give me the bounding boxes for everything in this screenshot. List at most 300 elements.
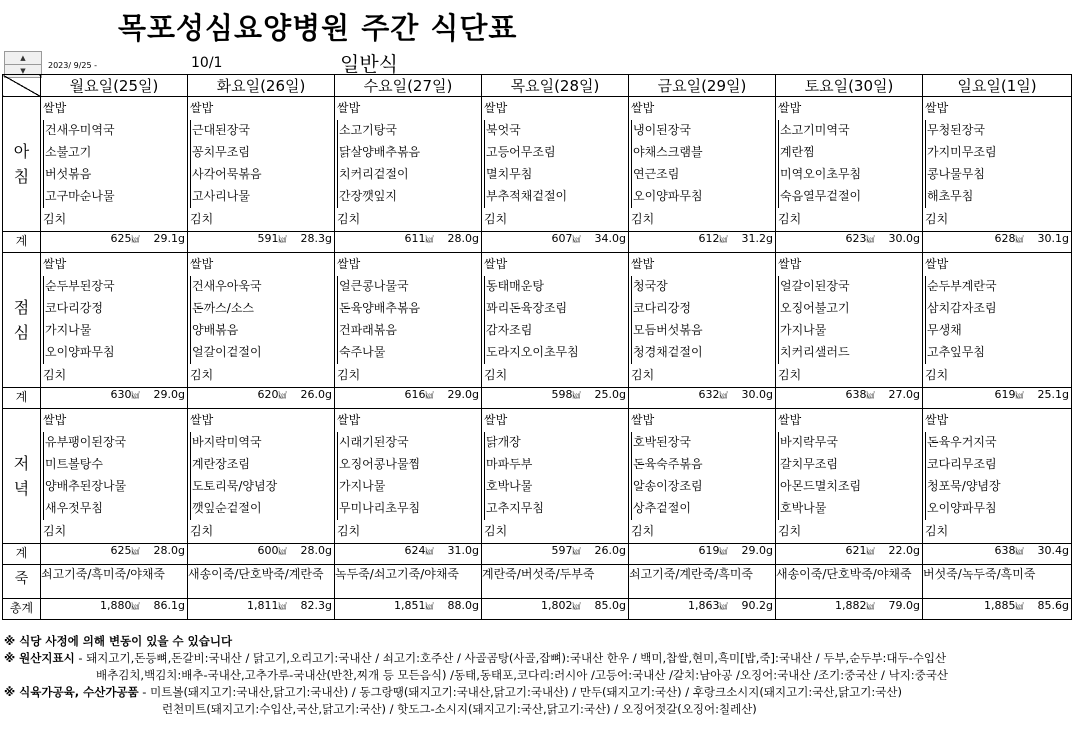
menu-item: 미트볼탕수 xyxy=(43,454,187,476)
menu-item: 시래기된장국 xyxy=(337,432,481,454)
menu-item: 쌀밥 xyxy=(631,257,655,271)
grand-kcal xyxy=(541,599,581,612)
grand-protein: 82.3g xyxy=(300,599,332,612)
kcal-value xyxy=(258,388,287,401)
lunch-label xyxy=(3,253,41,388)
menu-item: 쌀밥 xyxy=(778,257,802,271)
total-values xyxy=(41,544,187,557)
kcal-number: 621 xyxy=(845,544,867,557)
menu-item: 고추지무침 xyxy=(484,498,628,520)
grand-total-values xyxy=(629,599,775,612)
kcal-number: 600 xyxy=(257,544,279,557)
kcal-number: 591 xyxy=(257,232,279,245)
grand-total-values xyxy=(335,599,481,612)
porridge-cell: 새송이죽/단호박죽/계란죽 xyxy=(188,565,335,599)
date-end: 10/1 xyxy=(191,55,223,71)
grand-total-row xyxy=(3,599,1072,620)
breakfast-cell xyxy=(188,97,335,232)
breakfast-cell xyxy=(482,97,629,232)
total-cell xyxy=(776,232,923,253)
total-cell xyxy=(188,544,335,565)
dinner-label xyxy=(3,409,41,544)
menu-item: 상추겉절이 xyxy=(631,498,775,520)
total-cell xyxy=(629,232,776,253)
total-cell xyxy=(188,388,335,409)
total-values xyxy=(188,232,334,245)
menu-item: 오이양파무침 xyxy=(43,342,187,364)
dinner-cell xyxy=(629,409,776,544)
lunch-label-char: 심 xyxy=(13,323,30,342)
day-header: 화요일(26일) xyxy=(188,75,335,97)
kcal-number: 630 xyxy=(110,388,132,401)
menu-item: 치커리겉절이 xyxy=(337,164,481,186)
grand-kcal xyxy=(688,599,728,612)
menu-item: 쌀밥 xyxy=(43,257,67,271)
grand-protein: 85.0g xyxy=(594,599,626,612)
dinner-label-char: 녁 xyxy=(13,479,30,498)
lunch-cell xyxy=(335,253,482,388)
kcal-number: 632 xyxy=(698,388,720,401)
kcal-unit: ㎉ xyxy=(1015,235,1024,244)
menu-item: 쌀밥 xyxy=(925,257,949,271)
menu-item: 모듬버섯볶음 xyxy=(631,320,775,342)
kcal-number: 625 xyxy=(110,232,132,245)
total-cell xyxy=(482,544,629,565)
menu-item: 콩나물무침 xyxy=(925,164,1071,186)
weekly-menu-table xyxy=(2,74,1072,620)
kcal-number: 625 xyxy=(110,544,132,557)
porridge-cell: 쇠고기죽/계란죽/흑미죽 xyxy=(629,565,776,599)
menu-item: 무청된장국 xyxy=(925,120,1071,142)
kcal-unit: ㎉ xyxy=(425,602,434,611)
menu-item: 고사리나물 xyxy=(190,186,334,208)
kcal-number: 638 xyxy=(994,544,1016,557)
protein-value: 26.0g xyxy=(300,388,332,401)
menu-item: 순두부된장국 xyxy=(43,276,187,298)
sum-label: 계 xyxy=(3,388,41,409)
breakfast-total-row xyxy=(3,232,1072,253)
protein-value: 29.1g xyxy=(153,232,185,245)
diet-type: 일반식 xyxy=(340,52,398,76)
porridge-cell: 버섯죽/녹두죽/흑미죽 xyxy=(923,565,1072,599)
menu-item: 쌀밥 xyxy=(925,413,949,427)
porridge-cell: 쇠고기죽/흑미죽/야채죽 xyxy=(41,565,188,599)
menu-item: 고구마순나물 xyxy=(43,186,187,208)
grand-total-cell xyxy=(335,599,482,620)
menu-item: 얼갈이된장국 xyxy=(778,276,922,298)
grand-kcal-number: 1,851 xyxy=(394,599,426,612)
menu-item: 순두부계란국 xyxy=(925,276,1071,298)
total-cell xyxy=(776,544,923,565)
kcal-unit: ㎉ xyxy=(572,547,581,556)
total-values xyxy=(629,544,775,557)
kcal-value xyxy=(552,232,581,245)
kcal-number: 598 xyxy=(551,388,573,401)
total-cell xyxy=(482,388,629,409)
menu-item: 쌀밥 xyxy=(484,413,508,427)
porridge-cell: 녹두죽/쇠고기죽/야채죽 xyxy=(335,565,482,599)
total-cell xyxy=(41,232,188,253)
total-values xyxy=(482,388,628,401)
grand-total-values xyxy=(776,599,922,612)
grand-protein: 88.0g xyxy=(447,599,479,612)
menu-item: 근대된장국 xyxy=(190,120,334,142)
kcal-unit: ㎉ xyxy=(1015,547,1024,556)
kcal-number: 611 xyxy=(404,232,426,245)
total-values xyxy=(776,388,922,401)
lunch-cell xyxy=(482,253,629,388)
menu-item: 김치 xyxy=(337,368,361,382)
kcal-unit: ㎉ xyxy=(425,391,434,400)
kcal-number: 619 xyxy=(698,544,720,557)
breakfast-cell xyxy=(41,97,188,232)
dinner-total-row xyxy=(3,544,1072,565)
menu-item: 얼갈이겉절이 xyxy=(190,342,334,364)
kcal-number: 620 xyxy=(257,388,279,401)
menu-item: 쌀밥 xyxy=(778,413,802,427)
date-start: 2023/ 9/25 - xyxy=(48,61,97,70)
grand-kcal-number: 1,811 xyxy=(247,599,279,612)
note-origin-cont: 배추김치,백김치:배추-국내산,고추가루-국내산(반찬,찌개 등 모든음식) /동태,동태포,코다리:러시아 /고등어:국내산 /갈치:남아공 /오징어:국내산 /조기:중국산 / 낙지:중국산 xyxy=(96,668,949,682)
menu-item: 김치 xyxy=(925,524,949,538)
grand-total-values xyxy=(923,599,1071,612)
porridge-row xyxy=(3,565,1072,599)
kcal-unit: ㎉ xyxy=(719,391,728,400)
protein-value: 29.0g xyxy=(153,388,185,401)
porridge-cell: 새송이죽/단호박죽/야채죽 xyxy=(776,565,923,599)
header-corner xyxy=(3,75,41,97)
total-values xyxy=(776,544,922,557)
kcal-value xyxy=(258,232,287,245)
note-origin-head: ※ 원산지표시 xyxy=(4,651,75,665)
sum-label: 계 xyxy=(3,544,41,565)
dinner-cell xyxy=(482,409,629,544)
total-cell xyxy=(335,232,482,253)
menu-item: 소고기탕국 xyxy=(337,120,481,142)
day-header: 목요일(28일) xyxy=(482,75,629,97)
total-values xyxy=(776,232,922,245)
kcal-unit: ㎉ xyxy=(866,602,875,611)
total-cell xyxy=(923,232,1072,253)
menu-item: 김치 xyxy=(190,368,214,382)
kcal-value xyxy=(111,232,140,245)
kcal-number: 616 xyxy=(404,388,426,401)
grand-total-cell xyxy=(776,599,923,620)
protein-value: 30.0g xyxy=(741,388,773,401)
menu-item: 야채스크램블 xyxy=(631,142,775,164)
menu-item: 김치 xyxy=(337,212,361,226)
protein-value: 25.1g xyxy=(1037,388,1069,401)
menu-item: 해초무침 xyxy=(925,186,1071,208)
kcal-value xyxy=(111,544,140,557)
menu-item: 김치 xyxy=(190,524,214,538)
kcal-unit: ㎉ xyxy=(866,235,875,244)
kcal-unit: ㎉ xyxy=(866,391,875,400)
menu-item: 김치 xyxy=(631,524,655,538)
grand-protein: 90.2g xyxy=(741,599,773,612)
menu-item: 부추적채겉절이 xyxy=(484,186,628,208)
kcal-value xyxy=(699,232,728,245)
menu-item: 돈까스/소스 xyxy=(190,298,334,320)
menu-item: 연근조림 xyxy=(631,164,775,186)
total-cell xyxy=(41,544,188,565)
kcal-value xyxy=(846,388,875,401)
total-cell xyxy=(335,388,482,409)
menu-item: 오징어불고기 xyxy=(778,298,922,320)
total-values xyxy=(923,232,1071,245)
menu-item: 유부팽이된장국 xyxy=(43,432,187,454)
grand-protein: 85.6g xyxy=(1037,599,1069,612)
total-values xyxy=(41,232,187,245)
breakfast-cell xyxy=(776,97,923,232)
menu-item: 숙주나물 xyxy=(337,342,481,364)
kcal-value xyxy=(699,388,728,401)
menu-item: 양배볶음 xyxy=(190,320,334,342)
breakfast-cell xyxy=(335,97,482,232)
kcal-value xyxy=(699,544,728,557)
menu-item: 사각어묵볶음 xyxy=(190,164,334,186)
kcal-unit: ㎉ xyxy=(572,235,581,244)
dinner-cell xyxy=(776,409,923,544)
menu-item: 깻잎순겉절이 xyxy=(190,498,334,520)
menu-item: 새우젓무침 xyxy=(43,498,187,520)
kcal-unit: ㎉ xyxy=(278,602,287,611)
menu-item: 코다리강정 xyxy=(43,298,187,320)
menu-item: 계란찜 xyxy=(778,142,922,164)
total-values xyxy=(335,544,481,557)
note-processed-head: ※ 식육가공육, 수산가공품 xyxy=(4,685,139,699)
grand-total-cell xyxy=(629,599,776,620)
spinner-up-icon[interactable]: ▲ xyxy=(20,54,26,62)
kcal-unit: ㎉ xyxy=(719,547,728,556)
menu-item: 양배추된장나물 xyxy=(43,476,187,498)
total-cell xyxy=(776,388,923,409)
grand-kcal xyxy=(247,599,287,612)
dinner-cell xyxy=(41,409,188,544)
menu-item: 갈치무조림 xyxy=(778,454,922,476)
kcal-number: 628 xyxy=(994,232,1016,245)
menu-item: 김치 xyxy=(43,524,67,538)
kcal-number: 624 xyxy=(404,544,426,557)
total-cell xyxy=(482,232,629,253)
menu-item: 미역오이초무침 xyxy=(778,164,922,186)
kcal-value xyxy=(405,544,434,557)
menu-item: 계란장조림 xyxy=(190,454,334,476)
menu-item: 건파래볶음 xyxy=(337,320,481,342)
porridge-label: 죽 xyxy=(3,565,41,599)
menu-item: 동태매운탕 xyxy=(484,276,628,298)
grand-kcal-number: 1,863 xyxy=(688,599,720,612)
grand-kcal xyxy=(984,599,1024,612)
breakfast-row xyxy=(3,97,1072,232)
menu-item: 치커리샐러드 xyxy=(778,342,922,364)
kcal-unit: ㎉ xyxy=(719,602,728,611)
menu-item: 고추잎무침 xyxy=(925,342,1071,364)
menu-item: 건새우아욱국 xyxy=(190,276,334,298)
menu-item: 김치 xyxy=(484,212,508,226)
menu-item: 김치 xyxy=(43,368,67,382)
kcal-unit: ㎉ xyxy=(131,235,140,244)
menu-item: 김치 xyxy=(190,212,214,226)
total-cell xyxy=(335,544,482,565)
grand-total-cell xyxy=(923,599,1072,620)
total-values xyxy=(629,388,775,401)
kcal-value xyxy=(111,388,140,401)
menu-item: 고등어무조림 xyxy=(484,142,628,164)
menu-item: 코다리무조림 xyxy=(925,454,1071,476)
menu-item: 쌀밥 xyxy=(190,101,214,115)
menu-item: 삼치감자조림 xyxy=(925,298,1071,320)
grand-kcal xyxy=(100,599,140,612)
dinner-label-char: 저 xyxy=(13,454,30,473)
menu-item: 무생채 xyxy=(925,320,1071,342)
menu-item: 김치 xyxy=(925,368,949,382)
menu-item: 돈육숙주볶음 xyxy=(631,454,775,476)
grand-total-label: 총계 xyxy=(3,599,41,620)
breakfast-cell xyxy=(629,97,776,232)
menu-item: 멸치무침 xyxy=(484,164,628,186)
total-values xyxy=(188,544,334,557)
menu-item: 돈육우거지국 xyxy=(925,432,1071,454)
grand-protein: 79.0g xyxy=(888,599,920,612)
total-cell xyxy=(188,232,335,253)
total-values xyxy=(629,232,775,245)
menu-item: 김치 xyxy=(778,368,802,382)
kcal-unit: ㎉ xyxy=(131,391,140,400)
kcal-unit: ㎉ xyxy=(719,235,728,244)
protein-value: 27.0g xyxy=(888,388,920,401)
total-values xyxy=(482,232,628,245)
menu-item: 쌀밥 xyxy=(190,257,214,271)
menu-item: 도토리묵/양념장 xyxy=(190,476,334,498)
protein-value: 28.0g xyxy=(447,232,479,245)
day-header: 일요일(1일) xyxy=(923,75,1072,97)
breakfast-cell xyxy=(923,97,1072,232)
menu-item: 아몬드멸치조림 xyxy=(778,476,922,498)
notes xyxy=(4,633,948,718)
grand-total-cell xyxy=(188,599,335,620)
menu-item: 가지나물 xyxy=(337,476,481,498)
kcal-number: 612 xyxy=(698,232,720,245)
menu-item: 닭개장 xyxy=(484,432,628,454)
kcal-number: 607 xyxy=(551,232,573,245)
total-cell xyxy=(41,388,188,409)
total-cell xyxy=(923,388,1072,409)
kcal-value xyxy=(995,544,1024,557)
menu-item: 쌀밥 xyxy=(631,413,655,427)
menu-item: 김치 xyxy=(778,524,802,538)
menu-item: 호박된장국 xyxy=(631,432,775,454)
menu-item: 호박나물 xyxy=(778,498,922,520)
breakfast-label-char: 침 xyxy=(13,167,30,186)
grand-kcal-number: 1,802 xyxy=(541,599,573,612)
menu-item: 닭살양배추볶음 xyxy=(337,142,481,164)
protein-value: 31.2g xyxy=(741,232,773,245)
spinner-down-icon[interactable]: ▼ xyxy=(5,64,41,77)
grand-total-values xyxy=(188,599,334,612)
kcal-number: 638 xyxy=(845,388,867,401)
menu-item: 가지미무조림 xyxy=(925,142,1071,164)
menu-item: 쌀밥 xyxy=(337,257,361,271)
menu-item: 바지락무국 xyxy=(778,432,922,454)
lunch-cell xyxy=(188,253,335,388)
menu-item: 김치 xyxy=(484,524,508,538)
kcal-unit: ㎉ xyxy=(1015,391,1024,400)
total-values xyxy=(335,232,481,245)
menu-item: 도라지오이초무침 xyxy=(484,342,628,364)
note-processed-body: - 미트볼(돼지고기:국내산,닭고기:국내산) / 동그랑땡(돼지고기:국내산,닭고기:국내산) / 만두(돼지고기:국산) / 후랑크소시지(돼지고기:국산,닭고기:국산) xyxy=(138,685,902,699)
note-origin-body: - 돼지고기,돈등뼈,돈갈비:국내산 / 닭고기,오리고기:국내산 / 쇠고기:호주산 / 사골곰탕(사골,잡뼈):국내산 한우 / 백미,찹쌀,현미,흑미[밥,죽]:국내산 / 두부,순두부:대두-수입산 xyxy=(74,651,947,665)
day-header: 월요일(25일) xyxy=(41,75,188,97)
dinner-cell xyxy=(188,409,335,544)
menu-item: 오이양파무침 xyxy=(925,498,1071,520)
protein-value: 29.0g xyxy=(447,388,479,401)
menu-item: 버섯볶음 xyxy=(43,164,187,186)
grand-kcal xyxy=(835,599,875,612)
grand-total-values xyxy=(41,599,187,612)
menu-item: 쌀밥 xyxy=(778,101,802,115)
kcal-value xyxy=(552,544,581,557)
total-values xyxy=(482,544,628,557)
kcal-unit: ㎉ xyxy=(278,235,287,244)
kcal-value xyxy=(995,232,1024,245)
lunch-row xyxy=(3,253,1072,388)
protein-value: 28.0g xyxy=(300,544,332,557)
kcal-value xyxy=(846,544,875,557)
menu-item: 쌀밥 xyxy=(925,101,949,115)
menu-item: 오징어콩나물찜 xyxy=(337,454,481,476)
day-header: 금요일(29일) xyxy=(629,75,776,97)
kcal-value xyxy=(552,388,581,401)
kcal-unit: ㎉ xyxy=(572,602,581,611)
kcal-unit: ㎉ xyxy=(131,602,140,611)
protein-value: 30.4g xyxy=(1037,544,1069,557)
menu-item: 호박나물 xyxy=(484,476,628,498)
lunch-label-char: 점 xyxy=(13,298,30,317)
dinner-row xyxy=(3,409,1072,544)
grand-kcal-number: 1,885 xyxy=(984,599,1016,612)
menu-item: 청경채겉절이 xyxy=(631,342,775,364)
total-values xyxy=(188,388,334,401)
menu-item: 김치 xyxy=(43,212,67,226)
breakfast-label-char: 아 xyxy=(13,142,30,161)
kcal-unit: ㎉ xyxy=(572,391,581,400)
kcal-unit: ㎉ xyxy=(1015,602,1024,611)
menu-item: 북엇국 xyxy=(484,120,628,142)
kcal-unit: ㎉ xyxy=(425,547,434,556)
menu-item: 쌀밥 xyxy=(484,257,508,271)
menu-item: 가지나물 xyxy=(778,320,922,342)
protein-value: 34.0g xyxy=(594,232,626,245)
menu-item: 꽈리돈육장조림 xyxy=(484,298,628,320)
total-cell xyxy=(629,544,776,565)
grand-protein: 86.1g xyxy=(153,599,185,612)
kcal-value xyxy=(995,388,1024,401)
day-header: 수요일(27일) xyxy=(335,75,482,97)
menu-item: 소고기미역국 xyxy=(778,120,922,142)
breakfast-label xyxy=(3,97,41,232)
menu-item: 가지나물 xyxy=(43,320,187,342)
day-header-row xyxy=(3,75,1072,97)
menu-item: 쌀밥 xyxy=(43,101,67,115)
menu-item: 냉이된장국 xyxy=(631,120,775,142)
menu-item: 오이양파무침 xyxy=(631,186,775,208)
menu-item: 마파두부 xyxy=(484,454,628,476)
menu-item: 숙음열무겉절이 xyxy=(778,186,922,208)
menu-item: 쌀밥 xyxy=(190,413,214,427)
porridge-cell: 계란죽/버섯죽/두부죽 xyxy=(482,565,629,599)
dinner-cell xyxy=(923,409,1072,544)
